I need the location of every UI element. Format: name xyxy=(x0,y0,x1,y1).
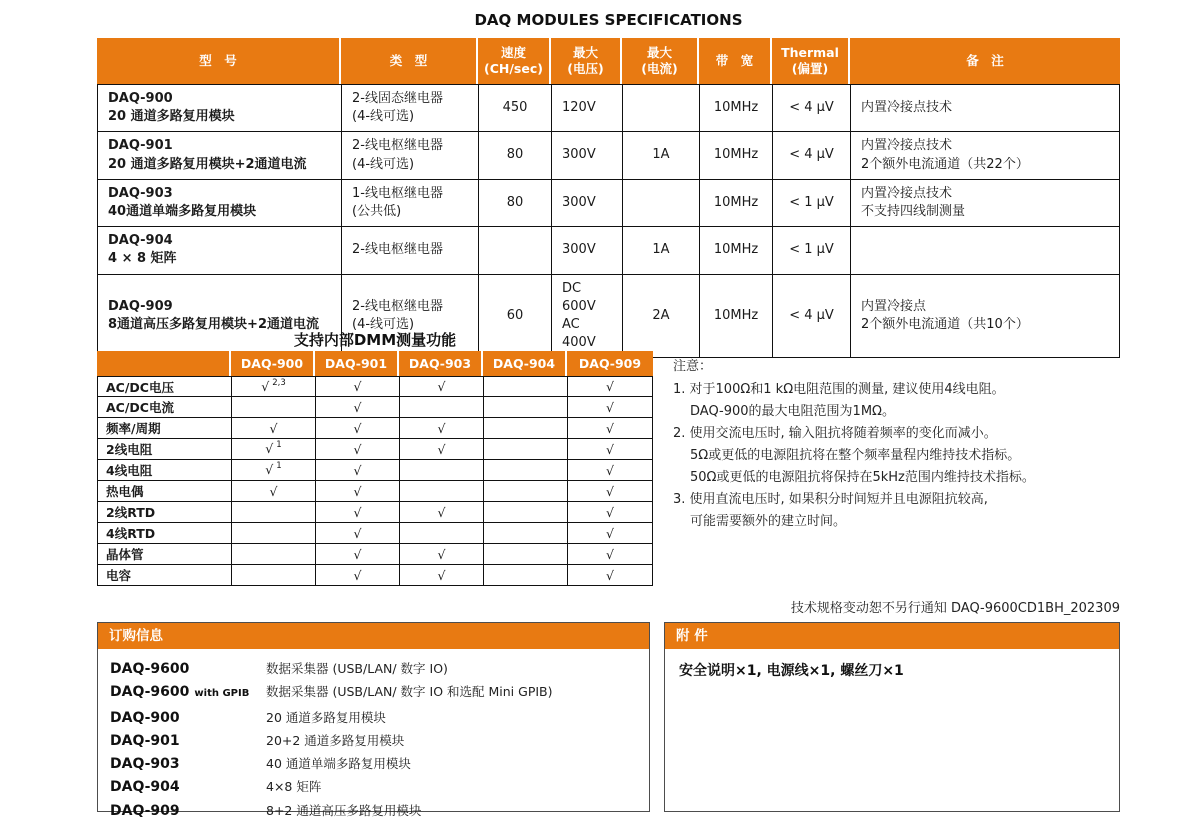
dmm-table xyxy=(97,351,653,586)
dmm-check-cell: √ xyxy=(567,439,653,460)
spec-cell xyxy=(622,180,699,227)
dmm-check-cell: √ xyxy=(567,565,653,586)
dmm-row-label: 2线RTD xyxy=(97,502,231,523)
dmm-check-cell xyxy=(483,418,567,439)
spec-row xyxy=(97,180,1120,227)
ordering-desc: 8+2 通道高压多路复用模块 xyxy=(266,802,422,818)
note-line: 5Ω或更低的电源阻抗将在整个频率量程内维持技术指标。 xyxy=(690,448,1021,463)
dmm-check-cell xyxy=(231,565,315,586)
dmm-check-cell xyxy=(483,565,567,586)
dmm-check-cell: √ xyxy=(315,418,399,439)
accessories-box xyxy=(664,622,1120,812)
spec-cell: 内置冷接点技术 xyxy=(850,84,1120,132)
spec-cell: < 1 μV xyxy=(772,180,850,227)
spec-table-header xyxy=(97,38,1120,84)
dmm-table-header xyxy=(97,351,653,376)
dmm-check-cell: √ xyxy=(231,418,315,439)
dmm-check-cell: √ xyxy=(399,376,483,397)
dmm-col-header: DAQ-903 xyxy=(399,351,483,376)
ordering-model: DAQ-9600 with GPIB xyxy=(110,684,250,701)
dmm-check-cell xyxy=(483,460,567,481)
ordering-model: DAQ-909 xyxy=(110,802,180,819)
ordering-model: DAQ-900 xyxy=(110,709,180,726)
spec-cell: < 4 μV xyxy=(772,84,850,132)
ordering-desc: 数据采集器 (USB/LAN/ 数字 IO 和选配 Mini GPIB) xyxy=(266,684,553,700)
dmm-check-cell: √ xyxy=(567,460,653,481)
spec-table xyxy=(97,38,1120,358)
dmm-table-title: 支持内部DMM测量功能 xyxy=(293,331,457,349)
ordering-header: 订购信息 xyxy=(98,623,649,649)
dmm-check-cell: √ xyxy=(399,502,483,523)
page-title: DAQ MODULES SPECIFICATIONS xyxy=(474,11,743,29)
revision-note: 技术规格变动恕不另行通知 DAQ-9600CD1BH_202309 xyxy=(790,601,1120,616)
spec-cell: < 1 μV xyxy=(772,227,850,274)
note-line: DAQ-900的最大电阻范围为1MΩ。 xyxy=(690,404,895,419)
dmm-check-cell xyxy=(483,523,567,544)
spec-col-header: 带 宽 xyxy=(699,38,772,84)
spec-cell: 10MHz xyxy=(699,84,772,132)
spec-col-header: Thermal (偏置) xyxy=(772,38,850,84)
dmm-check-cell xyxy=(231,397,315,418)
ordering-desc: 20+2 通道多路复用模块 xyxy=(266,732,405,748)
dmm-row xyxy=(97,481,653,502)
spec-cell: 1-线电枢继电器 (公共低) xyxy=(341,180,478,227)
spec-cell xyxy=(850,227,1120,274)
spec-cell: < 4 μV xyxy=(772,275,850,359)
dmm-row xyxy=(97,544,653,565)
dmm-check-cell: √ $^1$ xyxy=(231,460,315,481)
ordering-list xyxy=(98,649,649,822)
ordering-model-suffix: with GPIB xyxy=(194,688,250,700)
ordering-item xyxy=(110,706,649,729)
dmm-check-cell xyxy=(483,544,567,565)
spec-cell: 60 xyxy=(478,275,551,359)
dmm-table-body xyxy=(97,376,653,586)
dmm-row-label: 热电偶 xyxy=(97,481,231,502)
spec-col-header: 类 型 xyxy=(341,38,478,84)
dmm-table-header-row xyxy=(97,351,653,376)
dmm-check-cell: √ xyxy=(315,376,399,397)
dmm-row xyxy=(97,523,653,544)
dmm-check-cell: √ xyxy=(399,439,483,460)
dmm-check-cell xyxy=(231,523,315,544)
note-line: 3. 使用直流电压时, 如果积分时间短并且电源阻抗较高, xyxy=(673,492,988,507)
dmm-row xyxy=(97,397,653,418)
spec-cell: DAQ-909 8通道高压多路复用模块+2通道电流 xyxy=(97,275,341,359)
notes-section xyxy=(673,356,1125,533)
spec-cell: DAQ-900 20 通道多路复用模块 xyxy=(97,84,341,132)
spec-cell: 2-线固态继电器 (4-线可选) xyxy=(341,84,478,132)
ordering-item xyxy=(110,752,649,775)
spec-cell: 2-线电枢继电器 (4-线可选) xyxy=(341,275,478,359)
accessories-header: 附 件 xyxy=(665,623,1119,649)
dmm-check-cell xyxy=(483,502,567,523)
dmm-col-header: DAQ-909 xyxy=(567,351,653,376)
ordering-item xyxy=(110,680,649,705)
spec-cell: DAQ-904 4 × 8 矩阵 xyxy=(97,227,341,274)
ordering-desc: 20 通道多路复用模块 xyxy=(266,709,386,725)
dmm-check-cell xyxy=(231,544,315,565)
spec-cell: 80 xyxy=(478,180,551,227)
spec-cell: DAQ-903 40通道单端多路复用模块 xyxy=(97,180,341,227)
dmm-row xyxy=(97,439,653,460)
spec-cell: 450 xyxy=(478,84,551,132)
dmm-check-cell: √ xyxy=(567,481,653,502)
dmm-check-cell xyxy=(231,502,315,523)
dmm-check-cell xyxy=(483,376,567,397)
dmm-check-cell: √ xyxy=(567,502,653,523)
note-line: 2. 使用交流电压时, 输入阻抗将随着频率的变化而减小。 xyxy=(673,426,997,441)
ordering-item xyxy=(110,775,649,798)
note-line: 注意： xyxy=(673,359,713,374)
dmm-row xyxy=(97,418,653,439)
accessories-content: 安全说明×1, 电源线×1, 螺丝刀×1 xyxy=(679,663,904,679)
dmm-check-cell: √ xyxy=(399,544,483,565)
dmm-check-cell: √ xyxy=(315,544,399,565)
dmm-check-cell: √ xyxy=(315,397,399,418)
spec-cell: 300V xyxy=(551,132,622,179)
note-line: 可能需要额外的建立时间。 xyxy=(690,514,847,529)
spec-row xyxy=(97,84,1120,132)
spec-cell: 内置冷接点技术 不支持四线制测量 xyxy=(850,180,1120,227)
spec-cell: 300V xyxy=(551,227,622,274)
spec-col-header: 最大 (电流) xyxy=(622,38,699,84)
ordering-item xyxy=(110,799,649,822)
dmm-col-header xyxy=(97,351,231,376)
spec-cell: 10MHz xyxy=(699,132,772,179)
dmm-check-cell xyxy=(483,481,567,502)
spec-cell: DC 600V AC 400V xyxy=(551,275,622,359)
dmm-check-cell: √ xyxy=(399,418,483,439)
dmm-check-cell: √ xyxy=(315,460,399,481)
dmm-check-cell xyxy=(483,397,567,418)
dmm-check-cell xyxy=(399,460,483,481)
dmm-check-cell: √ xyxy=(315,565,399,586)
dmm-row-label: 2线电阻 xyxy=(97,439,231,460)
spec-col-header: 备 注 xyxy=(850,38,1120,84)
spec-row xyxy=(97,132,1120,179)
spec-col-header: 速度 (CH/sec) xyxy=(478,38,551,84)
spec-cell: 2A xyxy=(622,275,699,359)
spec-cell: 300V xyxy=(551,180,622,227)
spec-cell: 10MHz xyxy=(699,180,772,227)
dmm-check-cell xyxy=(399,397,483,418)
ordering-model: DAQ-901 xyxy=(110,732,180,749)
spec-cell: DAQ-901 20 通道多路复用模块+2通道电流 xyxy=(97,132,341,179)
note-line: 1. 对于100Ω和1 kΩ电阻范围的测量, 建议使用4线电阻。 xyxy=(673,382,1005,397)
dmm-col-header: DAQ-900 xyxy=(231,351,315,376)
dmm-col-header: DAQ-904 xyxy=(483,351,567,376)
ordering-model: DAQ-9600 xyxy=(110,661,190,677)
dmm-row-label: 4线RTD xyxy=(97,523,231,544)
dmm-check-cell: √ xyxy=(567,418,653,439)
dmm-check-cell: √ $^{2,3}$ xyxy=(231,376,315,397)
spec-cell: 2-线电枢继电器 xyxy=(341,227,478,274)
dmm-check-cell: √ xyxy=(567,397,653,418)
dmm-row xyxy=(97,460,653,481)
dmm-check-cell: √ xyxy=(315,523,399,544)
ordering-item xyxy=(110,657,649,680)
spec-cell: 1A xyxy=(622,227,699,274)
spec-row xyxy=(97,227,1120,274)
ordering-desc: 数据采集器 (USB/LAN/ 数字 IO) xyxy=(266,661,448,676)
dmm-row-label: 电容 xyxy=(97,565,231,586)
spec-cell: < 4 μV xyxy=(772,132,850,179)
dmm-check-cell: √ xyxy=(315,481,399,502)
dmm-check-cell xyxy=(399,523,483,544)
ordering-item xyxy=(110,729,649,752)
spec-cell: 10MHz xyxy=(699,227,772,274)
dmm-check-cell: √ xyxy=(567,523,653,544)
spec-cell: 10MHz xyxy=(699,275,772,359)
dmm-row xyxy=(97,376,653,397)
dmm-check-cell xyxy=(483,439,567,460)
dmm-check-cell: √ xyxy=(567,376,653,397)
spec-cell: 1A xyxy=(622,132,699,179)
spec-table-header-row xyxy=(97,38,1120,84)
dmm-check-cell: √ $^1$ xyxy=(231,439,315,460)
spec-cell: 内置冷接点 2个额外电流通道（共10个） xyxy=(850,275,1120,359)
ordering-desc: 40 通道单端多路复用模块 xyxy=(266,756,411,772)
spec-cell: 120V xyxy=(551,84,622,132)
ordering-model: DAQ-904 xyxy=(110,779,180,796)
spec-col-header: 最大 (电压) xyxy=(551,38,622,84)
dmm-check-cell: √ xyxy=(399,565,483,586)
dmm-row xyxy=(97,565,653,586)
spec-cell: 内置冷接点技术 2个额外电流通道（共22个） xyxy=(850,132,1120,179)
dmm-row-label: 晶体管 xyxy=(97,544,231,565)
spec-cell xyxy=(622,84,699,132)
spec-table-body xyxy=(97,84,1120,358)
ordering-model: DAQ-903 xyxy=(110,756,180,773)
dmm-row xyxy=(97,502,653,523)
spec-cell: 80 xyxy=(478,132,551,179)
dmm-row-label: AC/DC电压 xyxy=(97,376,231,397)
spec-cell: 2-线电枢继电器 (4-线可选) xyxy=(341,132,478,179)
dmm-col-header: DAQ-901 xyxy=(315,351,399,376)
dmm-check-cell: √ xyxy=(315,502,399,523)
dmm-check-cell xyxy=(399,481,483,502)
note-line: 50Ω或更低的电源阻抗将保持在5kHz范围内维持技术指标。 xyxy=(690,470,1035,485)
dmm-row-label: 频率/周期 xyxy=(97,418,231,439)
ordering-box xyxy=(97,622,650,819)
spec-col-header: 型 号 xyxy=(97,38,341,84)
dmm-check-cell: √ xyxy=(567,544,653,565)
ordering-desc: 4×8 矩阵 xyxy=(266,779,322,795)
dmm-row-label: AC/DC电流 xyxy=(97,397,231,418)
dmm-row-label: 4线电阻 xyxy=(97,460,231,481)
spec-cell xyxy=(478,227,551,274)
dmm-check-cell: √ xyxy=(231,481,315,502)
dmm-check-cell: √ xyxy=(315,439,399,460)
